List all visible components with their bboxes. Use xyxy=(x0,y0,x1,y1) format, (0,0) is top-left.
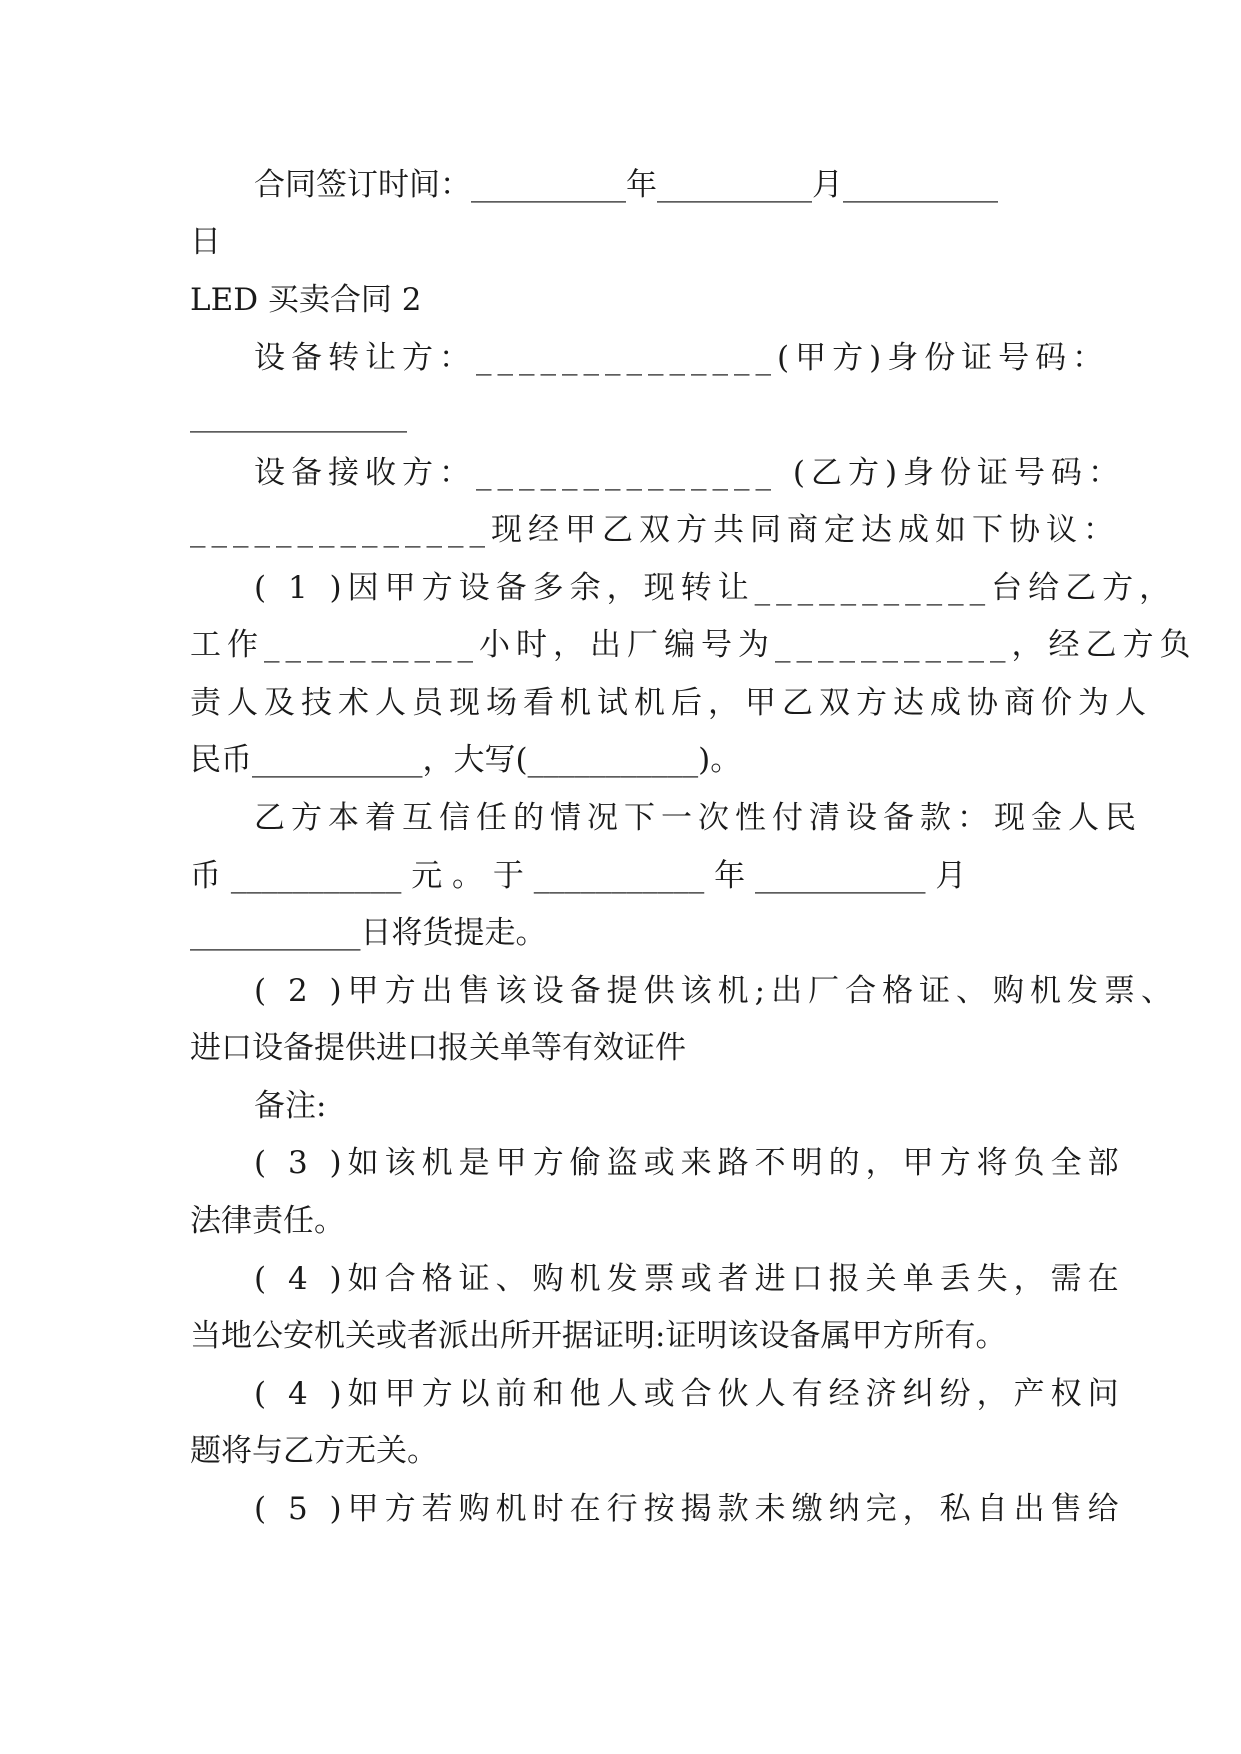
clause-2-line-1: ( 2 )甲方出售该设备提供该机;出厂合格证、购机发票、 xyxy=(254,973,1179,1009)
clause-1-line-1: ( 1 )因甲方设备多余，现转让___________台给乙方， xyxy=(254,570,1177,606)
payment-line-1: 乙方本着互信任的情况下一次性付清设备款：现金人民 xyxy=(254,800,1142,836)
transferor-line: 设备转让方：______________(甲方)身份证号码： xyxy=(254,340,1110,376)
remarks-label: 备注: xyxy=(254,1088,327,1124)
clause-4a-line-1: ( 4 )如合格证、购机发票或者进口报关单丢失，需在 xyxy=(254,1261,1125,1297)
clause-1-line-3: 责人及技术人员现场看机试机后，甲乙双方达成协商价为人 xyxy=(190,685,1152,721)
signing-date-day: 日 xyxy=(190,224,221,260)
clause-3-line-1: ( 3 )如该机是甲方偷盗或来路不明的，甲方将负全部 xyxy=(254,1145,1125,1181)
clause-4b-line-2: 题将与乙方无关。 xyxy=(190,1433,438,1469)
clause-4b-line-1: ( 4 )如甲方以前和他人或合伙人有经济纠纷，产权问 xyxy=(254,1376,1125,1412)
transferor-id-blank: ______________ xyxy=(190,397,407,433)
clause-1-line-2: 工作__________小时，出厂编号为___________，经乙方负 xyxy=(190,627,1197,663)
agreement-intro: ______________现经甲乙双方共同商定达成如下协议： xyxy=(190,512,1120,548)
signing-date-line: 合同签订时间：__________年__________月__________ xyxy=(254,167,998,203)
payment-line-2: 币 ___________ 元 。 于 ___________ 年 ___________ 月 xyxy=(190,858,967,894)
contract-title: LED 买卖合同 2 xyxy=(190,282,422,318)
clause-5-line-1: ( 5 )甲方若购机时在行按揭款未缴纳完，私自出售给 xyxy=(254,1491,1125,1527)
clause-1-line-4: 民币___________，大写(___________)。 xyxy=(190,742,742,778)
clause-4a-line-2: 当地公安机关或者派出所开据证明:证明该设备属甲方所有。 xyxy=(190,1318,1007,1354)
clause-2-line-2: 进口设备提供进口报关单等有效证件 xyxy=(190,1030,686,1066)
receiver-line: 设备接收方：______________ (乙方)身份证号码： xyxy=(254,455,1126,491)
clause-3-line-2: 法律责任。 xyxy=(190,1203,345,1239)
payment-line-3: ___________日将货提走。 xyxy=(190,915,547,951)
